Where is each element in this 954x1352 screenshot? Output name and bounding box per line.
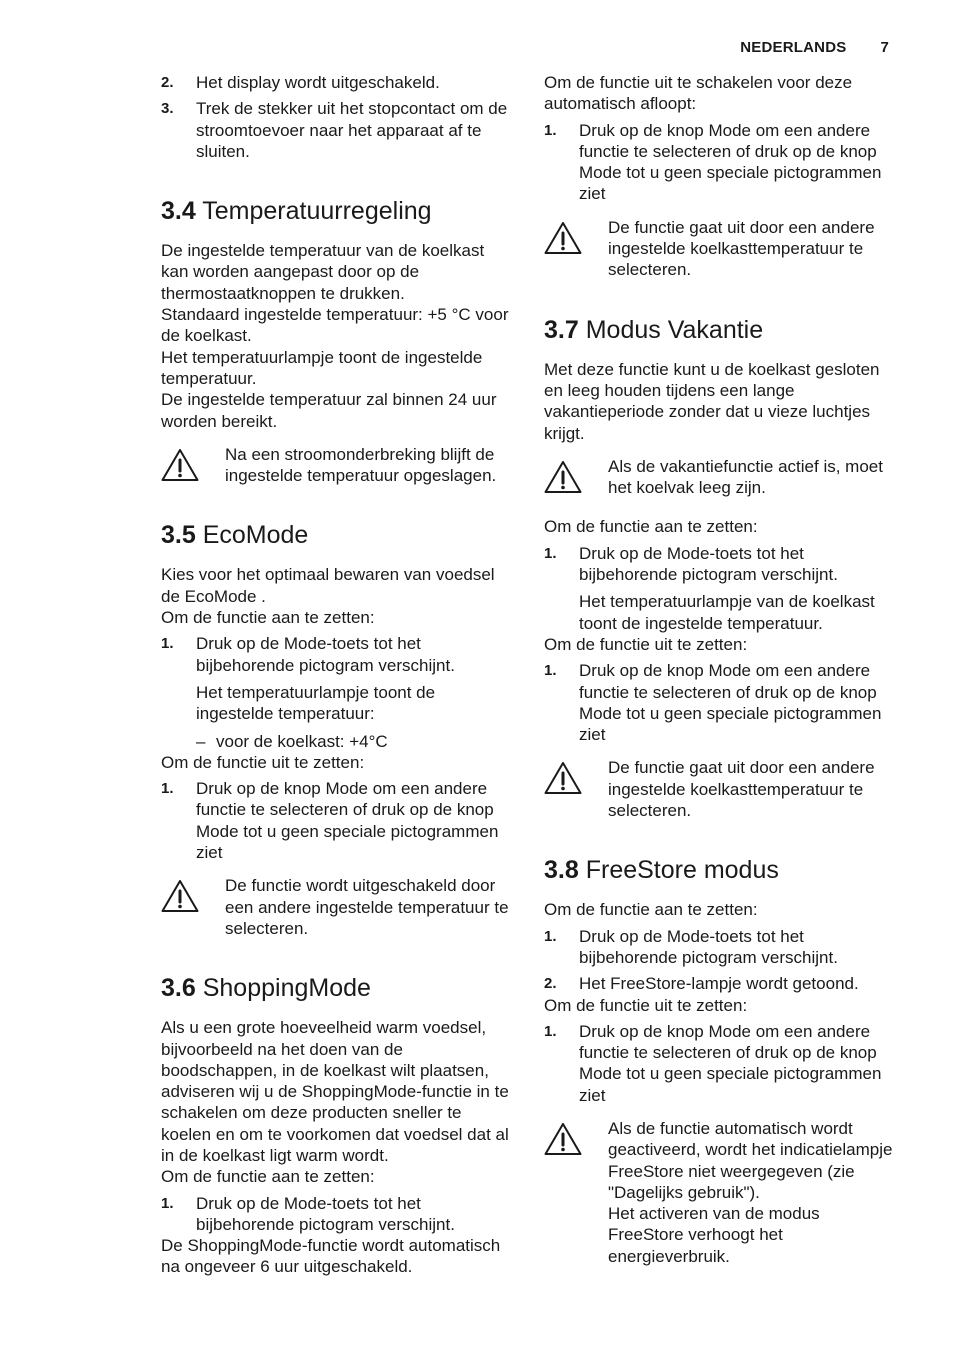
warning-triangle-icon: [161, 444, 225, 487]
step-item: [544, 120, 896, 205]
step-text: Het display wordt uitgeschakeld.: [196, 73, 440, 92]
step-text: Trek de stekker uit het stopcontact om de stroomtoevoer naar het apparaat af te sluiten.: [196, 99, 508, 161]
paragraph: Om de functie aan te zetten:: [544, 900, 758, 920]
warning-triangle-icon: [544, 1118, 608, 1267]
step-item: [544, 1021, 896, 1106]
section-number: 3.5: [161, 521, 196, 550]
step-item: [161, 1193, 513, 1236]
section-heading-3-5: [161, 520, 513, 550]
step-item: [544, 543, 896, 586]
paragraph: Met deze functie kunt u de koelkast gesloten en leeg houden tijdens een lange vakantieperiode zonder dat u vieze luchtjes krijgt.: [544, 359, 880, 443]
paragraph: Om de functie aan te zetten:: [544, 517, 758, 537]
step-text: Druk op de Mode-toets tot het bijbehorende pictogram verschijnt.: [579, 543, 838, 585]
warning-note: [544, 217, 896, 281]
language-label: NEDERLANDS: [740, 39, 847, 56]
section-title: FreeStore modus: [585, 856, 779, 885]
warning-note: [161, 875, 513, 939]
step-item: [161, 778, 513, 863]
dash-mark: –: [196, 731, 206, 751]
step-number: 2.: [544, 975, 557, 993]
paragraph: Kies voor het optimaal bewaren van voedsel de EcoMode .: [161, 565, 495, 606]
step-number: 1.: [544, 927, 557, 945]
section-number: 3.6: [161, 974, 196, 1003]
sub-paragraph: Het temperatuurlampje toont de ingestelde temperatuur:: [196, 682, 436, 724]
step-number: 3.: [161, 100, 174, 118]
section-heading-3-4: [161, 196, 513, 226]
step-number: 1.: [544, 662, 557, 680]
warning-note: [544, 757, 896, 821]
warning-triangle-icon: [544, 757, 608, 821]
section-number: 3.7: [544, 315, 579, 344]
warning-text: Het activeren van de modus FreeStore verhoogt het energieverbruik.: [608, 1204, 820, 1266]
page-header: [740, 39, 889, 56]
step-item: [544, 973, 896, 994]
step-item: [544, 660, 896, 745]
page-number: 7: [880, 39, 889, 56]
step-item: [161, 633, 513, 676]
step-text: Druk op de Mode-toets tot het bijbehorende pictogram verschijnt.: [196, 634, 455, 675]
step-text: Druk op de knop Mode om een andere functie te selecteren of druk op de knop Mode tot u geen speciale pictogrammen ziet: [579, 120, 882, 204]
paragraph: De ShoppingMode-functie wordt automatisch na ongeveer 6 uur uitgeschakeld.: [161, 1236, 501, 1277]
step-text: Druk op de knop Mode om een andere functie te selecteren of druk op de knop Mode tot u geen speciale pictogrammen ziet: [579, 1021, 882, 1105]
step-number: 1.: [161, 1194, 174, 1212]
paragraph: Om de functie aan te zetten:: [161, 1167, 375, 1187]
warning-note: [544, 1118, 896, 1267]
paragraph: Om de functie uit te zetten:: [544, 995, 748, 1015]
step-number: 1.: [544, 1022, 557, 1040]
paragraph: Standaard ingestelde temperatuur: +5 °C voor de koelkast.: [161, 305, 509, 346]
warning-triangle-icon: [544, 217, 608, 281]
paragraph: Om de functie uit te schakelen voor deze automatisch afloopt:: [544, 73, 853, 114]
warning-text: Als de functie automatisch wordt geactiveerd, wordt het indicatielampje FreeStore niet weergegeven (zie "Dagelijks gebruik").: [608, 1118, 893, 1202]
warning-triangle-icon: [544, 456, 608, 499]
warning-note: [544, 456, 896, 499]
paragraph: Om de functie uit te zetten:: [544, 634, 748, 654]
dash-text: voor de koelkast: +4°C: [216, 731, 388, 751]
step-text: Het FreeStore-lampje wordt getoond.: [579, 974, 859, 994]
warning-text-group: [608, 1118, 896, 1267]
paragraph: Om de functie aan te zetten:: [161, 608, 375, 628]
step-text: Druk op de knop Mode om een andere functie te selecteren of druk op de knop Mode tot u geen speciale pictogrammen ziet: [196, 779, 499, 863]
section-title: EcoMode: [202, 521, 309, 550]
step-item: [161, 72, 513, 93]
section-heading-3-6: [161, 973, 513, 1003]
step-number: 2.: [161, 74, 174, 91]
warning-triangle-icon: [161, 875, 225, 939]
sub-paragraph: Het temperatuurlampje van de koelkast toont de ingestelde temperatuur.: [579, 592, 875, 633]
warning-text: De functie wordt uitgeschakeld door een andere ingestelde temperatuur te selecteren.: [225, 876, 509, 938]
warning-text: Als de vakantiefunctie actief is, moet het koelvak leeg zijn.: [608, 456, 883, 498]
step-number: 1.: [544, 121, 557, 139]
warning-text: De functie gaat uit door een andere ingestelde koelkasttemperatuur te selecteren.: [608, 758, 875, 821]
warning-text: Na een stroomonderbreking blijft de ingestelde temperatuur opgeslagen.: [225, 444, 497, 486]
section-title: Temperatuurregeling: [202, 197, 432, 226]
left-column: [161, 72, 513, 1278]
right-column: [544, 72, 896, 1271]
paragraph: De ingestelde temperatuur van de koelkast kan worden aangepast door op de thermostaatknoppen te drukken.: [161, 241, 485, 303]
dash-item: [196, 731, 513, 752]
warning-text: De functie gaat uit door een andere ingestelde koelkasttemperatuur te selecteren.: [608, 217, 875, 280]
section-heading-3-7: [544, 315, 896, 345]
step-number: 1.: [544, 544, 557, 562]
section-title: ShoppingMode: [202, 974, 371, 1003]
step-item: [544, 926, 896, 969]
step-number: 1.: [161, 635, 174, 653]
section-number: 3.8: [544, 856, 579, 885]
section-heading-3-8: [544, 855, 896, 885]
step-text: Druk op de Mode-toets tot het bijbehorende pictogram verschijnt.: [196, 1193, 455, 1234]
step-text: Druk op de Mode-toets tot het bijbehorende pictogram verschijnt.: [579, 926, 838, 967]
step-number: 1.: [161, 780, 174, 798]
paragraph: De ingestelde temperatuur zal binnen 24 uur worden bereikt.: [161, 390, 497, 431]
step-item: [161, 98, 513, 162]
paragraph: Om de functie uit te zetten:: [161, 752, 365, 772]
paragraph: Het temperatuurlampje toont de ingestelde temperatuur.: [161, 347, 483, 388]
section-number: 3.4: [161, 197, 196, 226]
section-title: Modus Vakantie: [585, 315, 764, 344]
paragraph: Als u een grote hoeveelheid warm voedsel, bijvoorbeeld na het doen van de boodschappen, in de koelkast wilt plaatsen, adviseren wij u de ShoppingMode-functie in te schakelen om deze producten sneller te koelen en om te voorkomen dat voedsel dat al in de koelkast ligt warm wordt.: [161, 1018, 509, 1165]
step-text: Druk op de knop Mode om een andere functie te selecteren of druk op de knop Mode tot u geen speciale pictogrammen ziet: [579, 661, 882, 745]
warning-note: [161, 444, 513, 487]
